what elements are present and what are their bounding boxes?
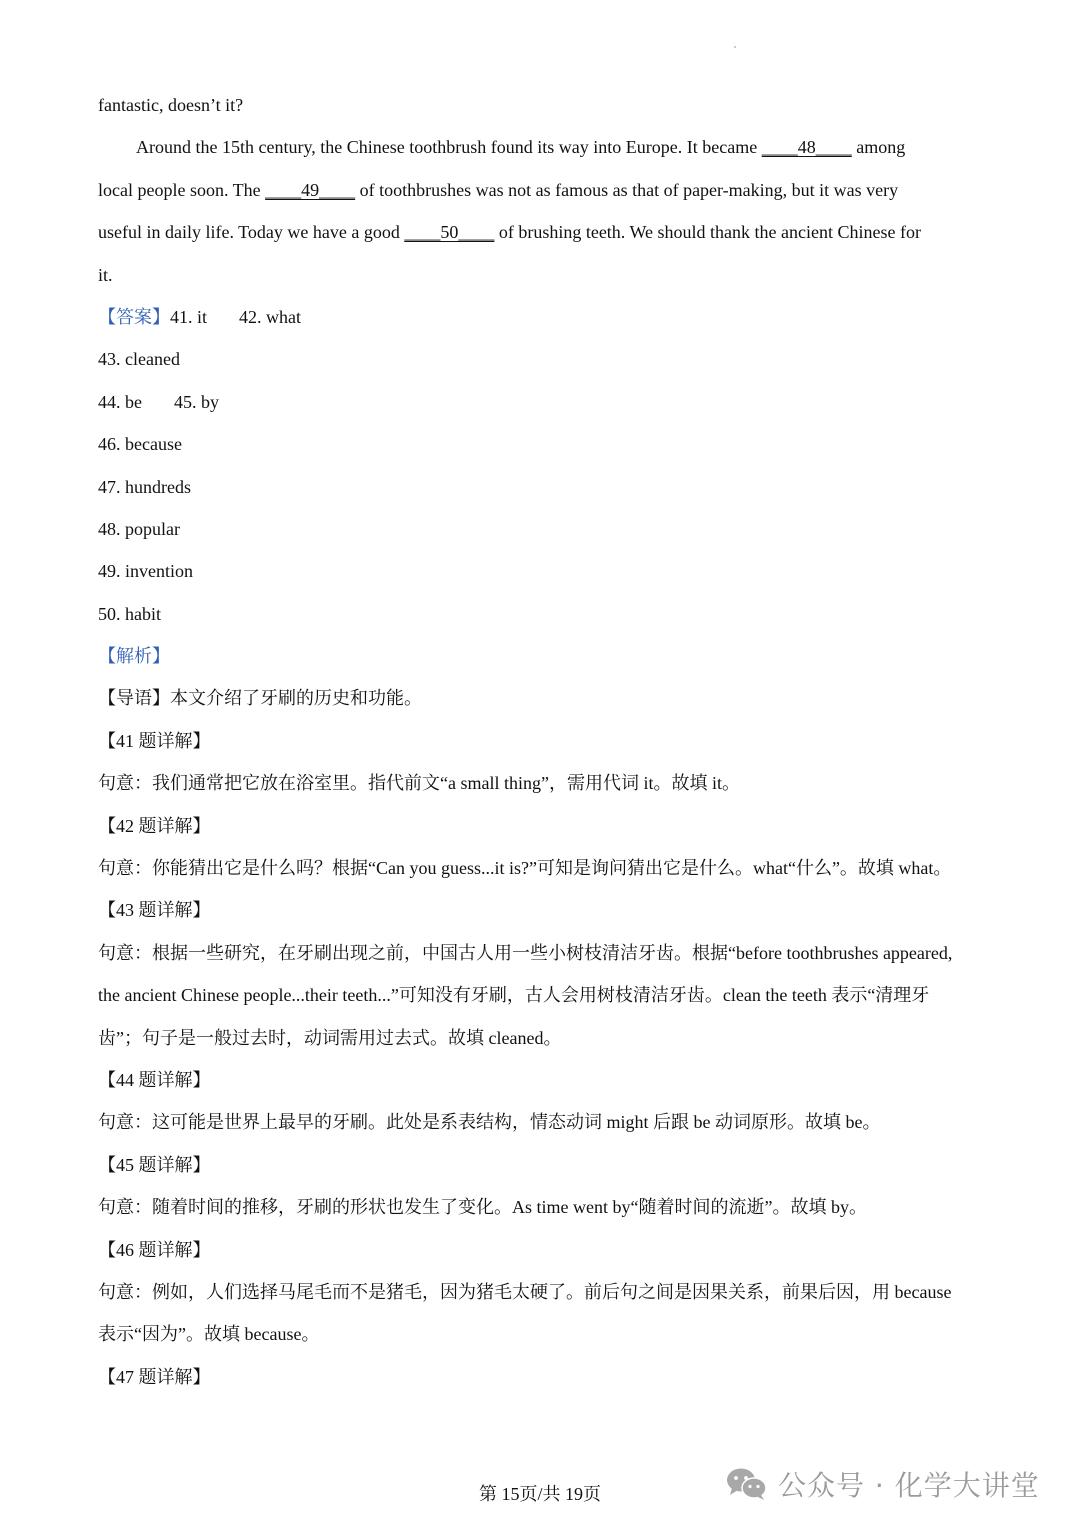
page-number: 第 15页/共 19页 bbox=[478, 1484, 601, 1504]
explanation-46: 句意：例如，人们选择马尾毛而不是猪毛，因为猪毛太硬了。前后句之间是因果关系，前果后因，用 because bbox=[98, 1281, 952, 1302]
wechat-icon bbox=[726, 1467, 768, 1501]
passage-line: fantastic, doesn’t it? bbox=[98, 95, 244, 115]
blank-48: ____48____ bbox=[761, 137, 852, 158]
speck bbox=[734, 46, 736, 48]
heading-41: 【41 题详解】 bbox=[98, 730, 211, 751]
explanation-45: 句意：随着时间的推移，牙刷的形状也发生了变化。As time went by“随着时间的流逝”。故填 by。 bbox=[98, 1197, 867, 1218]
document-body bbox=[98, 84, 988, 1398]
explanation-43: 齿”；句子是一般过去时，动词需用过去式。故填 cleaned。 bbox=[98, 1027, 562, 1048]
explanation-43: 句意：根据一些研究，在牙刷出现之前，中国古人用一些小树枝清洁牙齿。根据“before toothbrushes appeared, bbox=[98, 942, 953, 963]
passage-line: useful in daily life. Today we have a good ____50____ of brushing teeth. We should thank the ancient Chinese for bbox=[98, 222, 921, 243]
heading-44: 【44 题详解】 bbox=[98, 1069, 211, 1090]
answer-line bbox=[98, 381, 988, 423]
heading-45: 【45 题详解】 bbox=[98, 1154, 211, 1175]
answer-45: 45. by bbox=[174, 391, 219, 412]
answer-41: 41. it bbox=[170, 306, 208, 327]
answer-47: 47. hundreds bbox=[98, 476, 191, 497]
answer-43: 43. cleaned bbox=[98, 349, 180, 370]
explanation-43: the ancient Chinese people...their teeth...”可知没有牙刷，古人会用树枝清洁牙齿。clean the teeth 表示“清理牙 bbox=[98, 985, 930, 1006]
answer-48: 48. popular bbox=[98, 518, 180, 539]
explanation-41: 句意：我们通常把它放在浴室里。指代前文“a small thing”，需用代词 it。故填 it。 bbox=[98, 773, 740, 794]
answer-line bbox=[98, 296, 988, 338]
explanation-44: 句意：这可能是世界上最早的牙刷。此处是系表结构，情态动词 might 后跟 be 动词原形。故填 be。 bbox=[98, 1112, 881, 1133]
heading-42: 【42 题详解】 bbox=[98, 815, 211, 836]
explanation-42: 句意：你能猜出它是什么吗？根据“Can you guess...it is?”可知是询问猜出它是什么。what“什么”。故填 what。 bbox=[98, 858, 952, 879]
answer-49: 49. invention bbox=[98, 561, 193, 582]
watermark bbox=[726, 1462, 1040, 1506]
answer-44: 44. be bbox=[98, 391, 142, 412]
watermark-text: 公众号 · 化学大讲堂 bbox=[778, 1469, 1040, 1502]
answer-50: 50. habit bbox=[98, 603, 161, 624]
heading-43: 【43 题详解】 bbox=[98, 900, 211, 921]
heading-46: 【46 题详解】 bbox=[98, 1239, 211, 1260]
analysis-intro: 【导语】本文介绍了牙刷的历史和功能。 bbox=[98, 688, 422, 709]
answer-label: 【答案】 bbox=[98, 306, 170, 327]
heading-47: 【47 题详解】 bbox=[98, 1366, 211, 1387]
passage-line: it. bbox=[98, 264, 113, 285]
passage-line: Around the 15th century, the Chinese toothbrush found its way into Europe. It became ____48____ among bbox=[136, 137, 906, 158]
answer-46: 46. because bbox=[98, 434, 182, 455]
answer-42: 42. what bbox=[239, 306, 302, 327]
blank-49: ____49____ bbox=[265, 179, 356, 200]
passage-line: local people soon. The ____49____ of toothbrushes was not as famous as that of paper-making, but it was very bbox=[98, 179, 899, 200]
explanation-46: 表示“因为”。故填 because。 bbox=[98, 1324, 320, 1345]
blank-50: ____50____ bbox=[404, 222, 495, 243]
analysis-label: 【解析】 bbox=[98, 646, 170, 667]
